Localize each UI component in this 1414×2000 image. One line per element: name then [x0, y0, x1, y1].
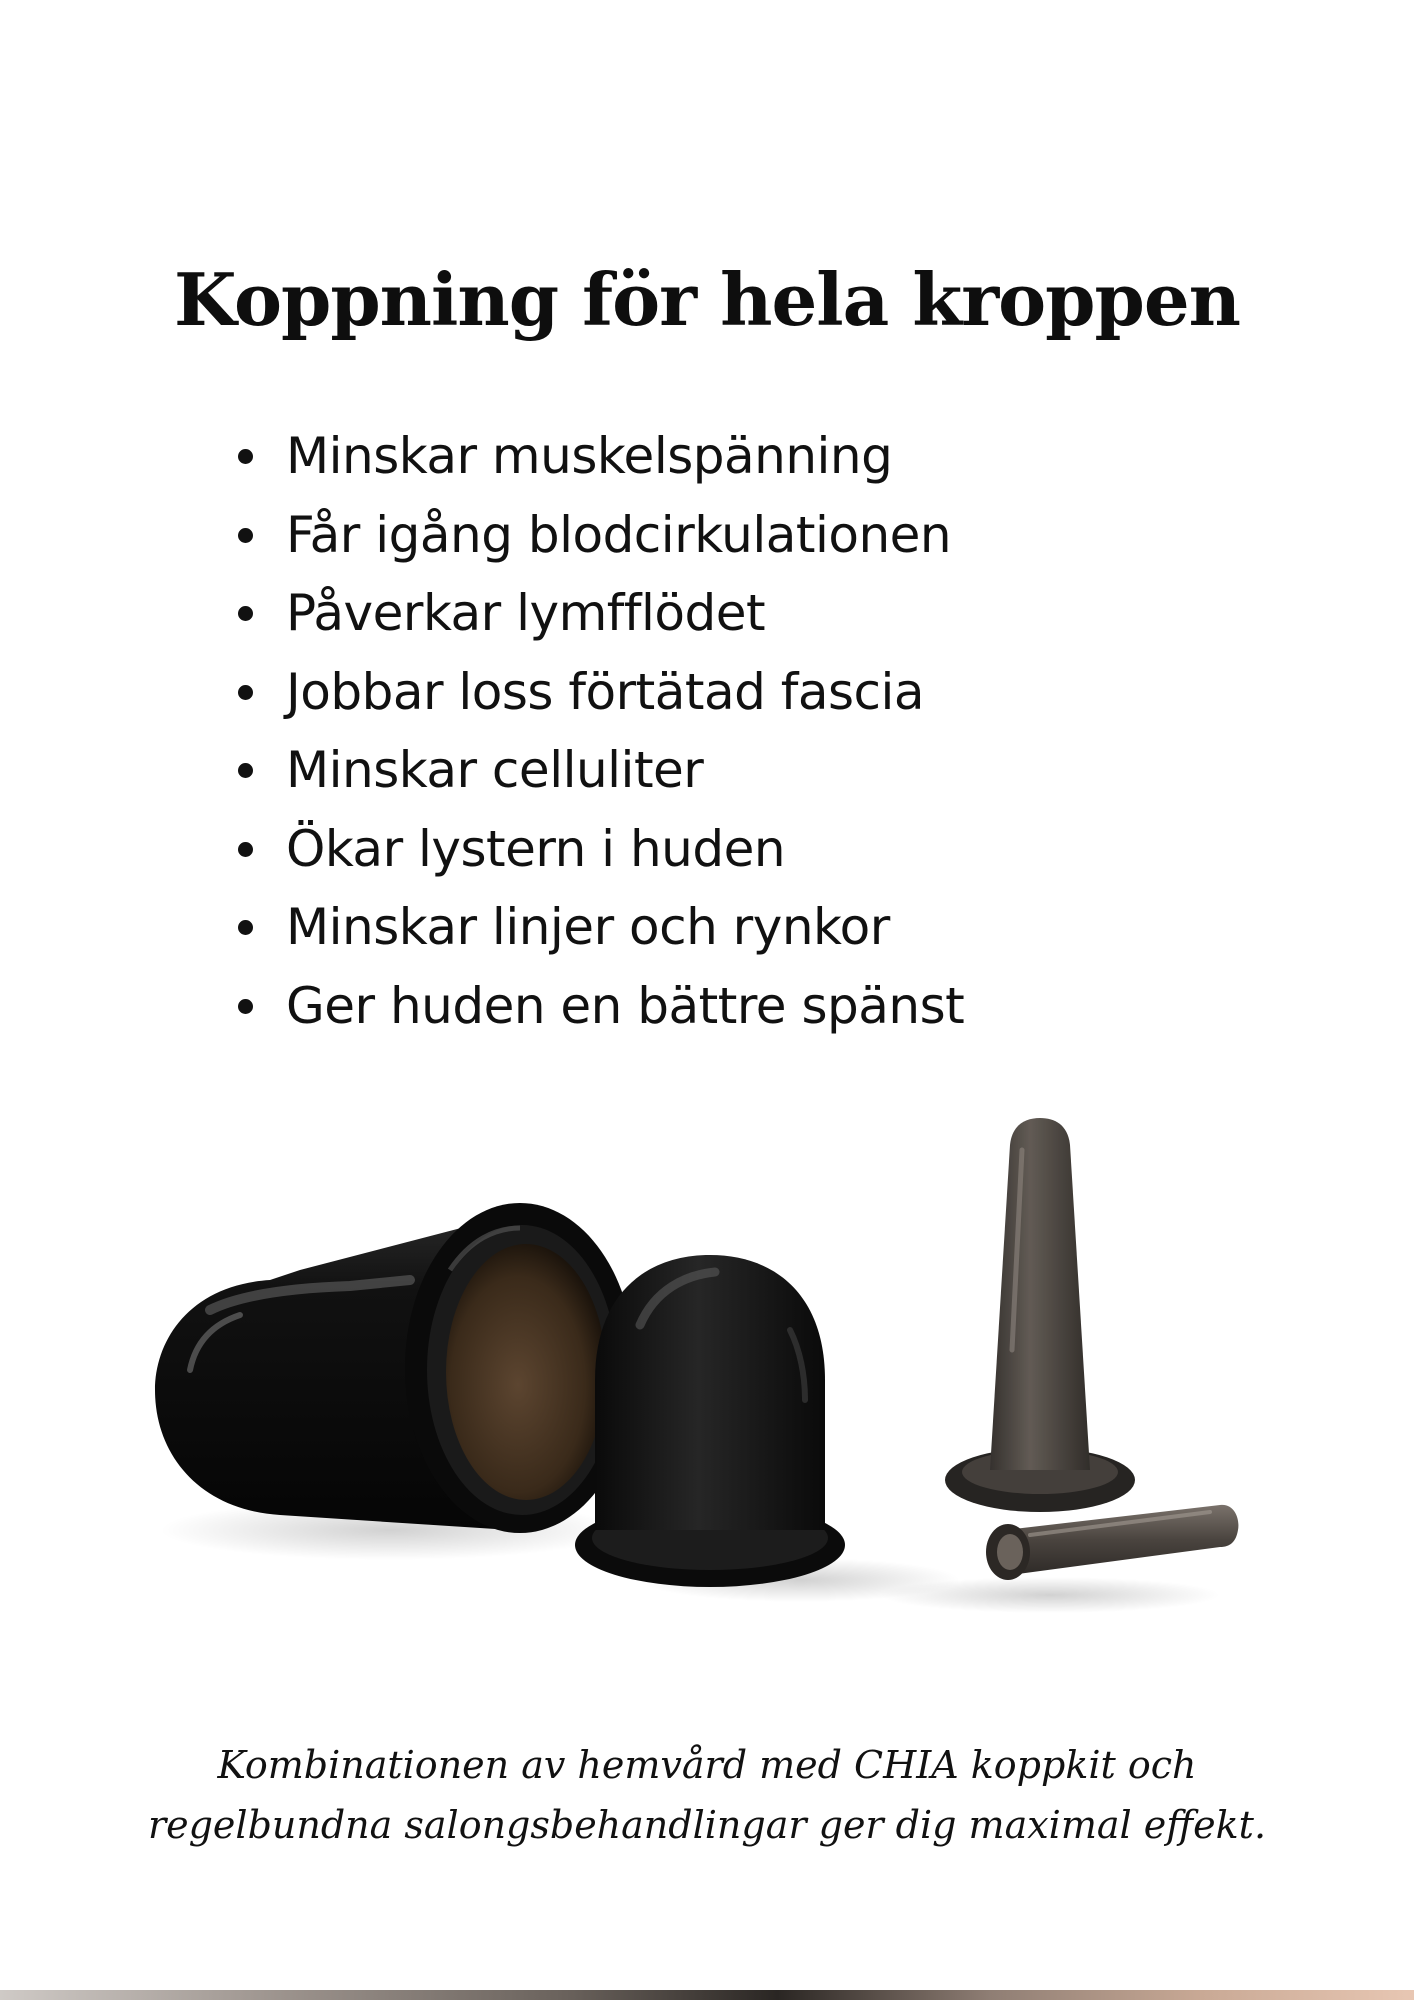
bullet-icon: [238, 685, 253, 700]
list-item-text: Minskar celluliter: [286, 741, 704, 799]
bottom-photo-strip: [0, 1990, 1414, 2000]
list-item: [230, 888, 964, 967]
large-cup: [155, 1203, 635, 1533]
list-item-text: Minskar linjer och rynkor: [286, 898, 890, 956]
list-item-text: Ger huden en bättre spänst: [286, 976, 965, 1035]
list-item: [230, 417, 964, 496]
cone-cup: [945, 1118, 1135, 1512]
list-item: [230, 731, 964, 810]
list-item-text: Ökar lystern i huden: [286, 819, 786, 878]
page-title: Koppning för hela kroppen: [173, 257, 1241, 342]
list-item: [230, 810, 964, 889]
list-item-text: Får igång blodcirkulationen: [286, 505, 952, 564]
bullet-icon: [238, 606, 253, 621]
footer-line-2: regelbundna salongsbehandlingar ger dig maximal effekt.: [147, 1803, 1267, 1847]
small-tube-cup: [986, 1505, 1238, 1580]
list-item: [230, 574, 964, 653]
bullet-icon: [238, 763, 253, 778]
bullet-icon: [238, 842, 253, 857]
bullet-icon: [238, 920, 253, 935]
list-item-text: Jobbar loss förtätad fascia: [286, 662, 925, 721]
bullet-icon: [238, 528, 253, 543]
list-item: [230, 653, 964, 732]
medium-cup: [575, 1255, 845, 1587]
bullet-icon: [238, 999, 253, 1014]
list-item: [230, 496, 964, 575]
list-item-text: Minskar muskelspänning: [286, 427, 893, 485]
shadow: [880, 1577, 1220, 1613]
bullet-icon: [238, 449, 253, 464]
list-item-text: Påverkar lymfflödet: [286, 584, 766, 642]
footer-note: [0, 1735, 1414, 1855]
list-item: [230, 967, 964, 1046]
cupping-set-photo: [150, 1110, 1260, 1630]
footer-line-1: Kombinationen av hemvård med CHIA koppkit och: [217, 1743, 1197, 1787]
benefits-list: [230, 417, 964, 1045]
